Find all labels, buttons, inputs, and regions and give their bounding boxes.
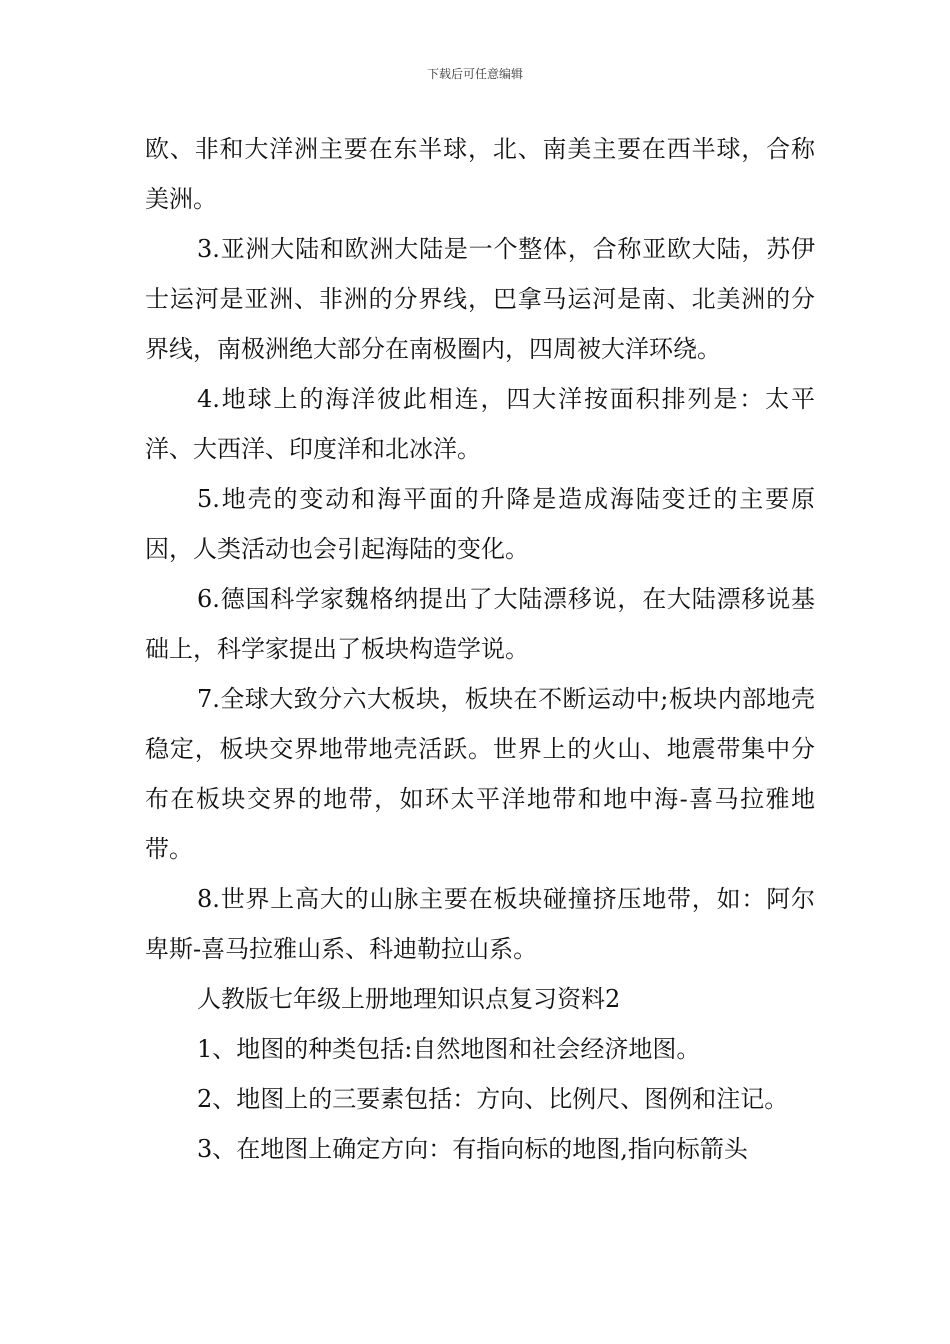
paragraph-point-6: 6.德国科学家魏格纳提出了大陆漂移说，在大陆漂移说基础上，科学家提出了板块构造学说。 — [145, 585, 815, 663]
paragraph-point-8: 8.世界上高大的山脉主要在板块碰撞挤压地带，如：阿尔卑斯-喜马拉雅山系、科迪勒拉山系。 — [145, 885, 815, 963]
paragraph-continents-hemispheres: 欧、非和大洋洲主要在东半球，北、南美主要在西半球，合称美洲。 — [145, 135, 815, 213]
paragraph-map-direction: 3、在地图上确定方向：有指向标的地图,指向标箭头 — [197, 1135, 748, 1163]
paragraph-point-5: 5.地壳的变动和海平面的升降是造成海陆变迁的主要原因，人类活动也会引起海陆的变化。 — [145, 485, 815, 563]
paragraph-map-elements: 2、地图上的三要素包括：方向、比例尺、图例和注记。 — [197, 1085, 789, 1113]
section-heading: 人教版七年级上册地理知识点复习资料2 — [197, 985, 621, 1013]
paragraph-point-3: 3.亚洲大陆和欧洲大陆是一个整体，合称亚欧大陆，苏伊士运河是亚洲、非洲的分界线，巴拿马运河是南、北美洲的分界线，南极洲绝大部分在南极圈内，四周被大洋环绕。 — [145, 235, 815, 363]
page-header: 下载后可任意编辑 — [426, 67, 523, 81]
paragraph-point-4: 4.地球上的海洋彼此相连，四大洋按面积排列是：太平洋、大西洋、印度洋和北冰洋。 — [145, 385, 815, 463]
document-body — [145, 124, 815, 1174]
paragraph-point-7: 7.全球大致分六大板块，板块在不断运动中;板块内部地壳稳定，板块交界地带地壳活跃。世界上的火山、地震带集中分布在板块交界的地带，如环太平洋地带和地中海-喜马拉雅地带。 — [145, 685, 815, 863]
paragraph-map-types: 1、地图的种类包括:自然地图和社会经济地图。 — [197, 1035, 701, 1063]
